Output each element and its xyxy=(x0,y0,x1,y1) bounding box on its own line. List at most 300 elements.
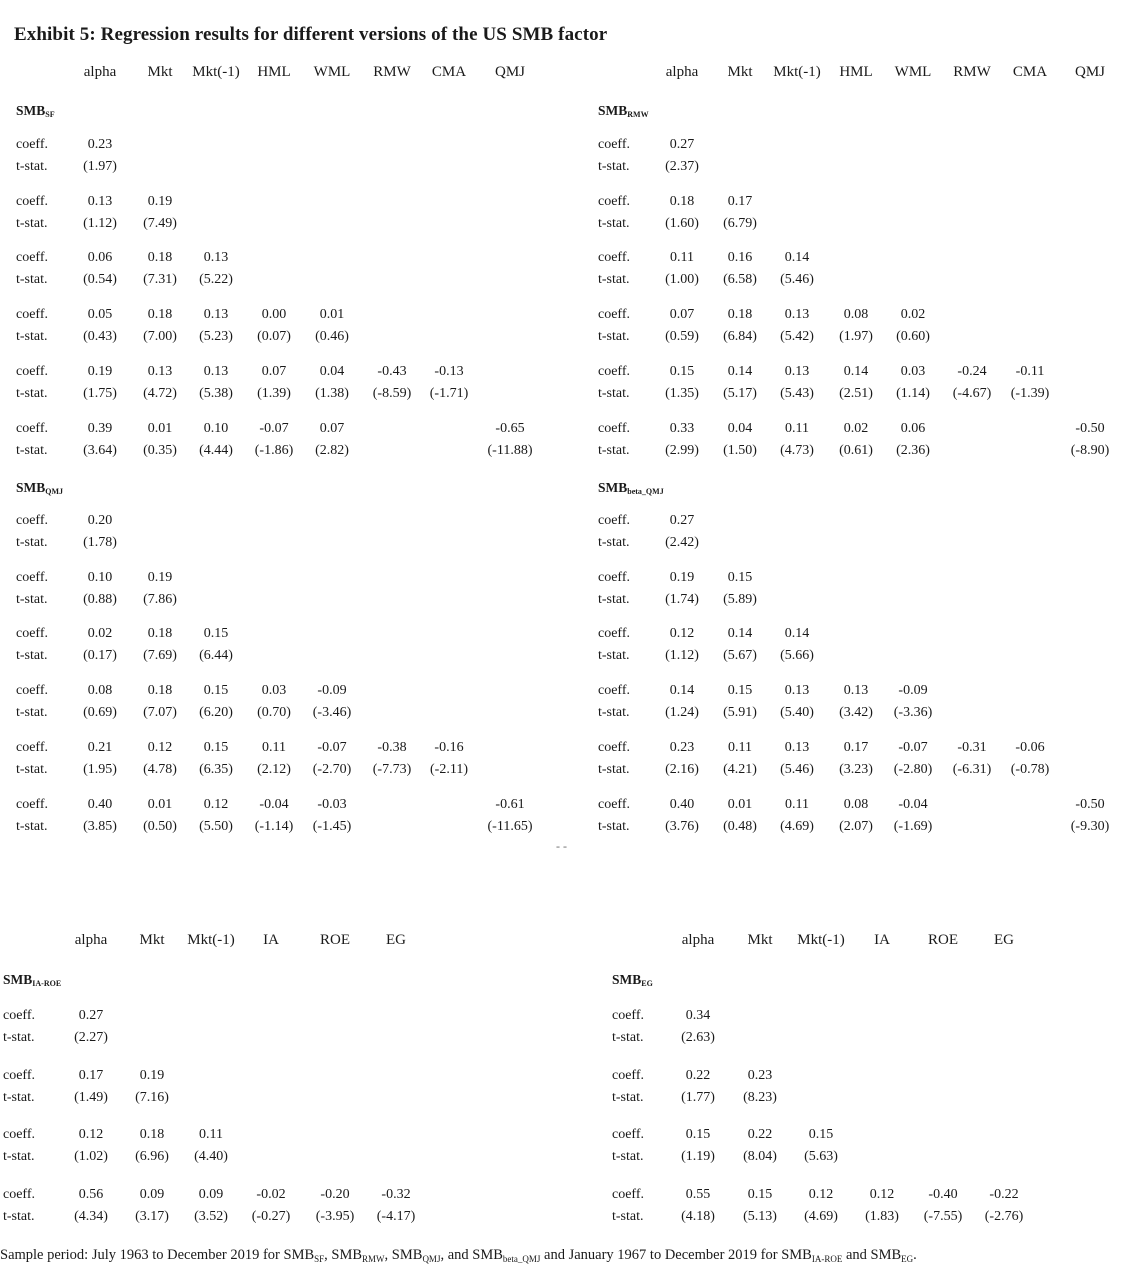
qmj-reg6-tstat-col0: (3.85) xyxy=(83,818,117,834)
sf-reg5-coeff-col2: 0.13 xyxy=(203,363,229,379)
rmw-reg4-coeff-col2: 0.13 xyxy=(784,307,810,323)
sf-reg6-tstat-col4: (2.82) xyxy=(315,442,349,458)
rmw-reg5-tstat-col1: (5.17) xyxy=(723,385,757,401)
qmj-reg6-tstat-col3: (-1.14) xyxy=(254,818,294,834)
sf-reg6-tstat-col1: (0.35) xyxy=(143,442,177,458)
sf-reg4-tstat-col2: (5.23) xyxy=(199,329,233,345)
qmj-reg5-tstat-col4: (-2.70) xyxy=(312,761,352,777)
qmj-reg6-tstat-col1: (0.50) xyxy=(143,818,177,834)
sf-reg5-tstat-col5: (-8.59) xyxy=(372,385,412,401)
rmw-reg5-tstat-col5: (-4.67) xyxy=(952,385,992,401)
rmw-reg4-coeff-col4: 0.02 xyxy=(900,307,926,323)
beta_qmj-reg6-coeff-col3: 0.08 xyxy=(843,796,869,812)
eg-reg3-tstat-col1: (8.04) xyxy=(743,1149,777,1164)
beta_qmj-reg5-coeff-col6: -0.06 xyxy=(1015,739,1045,755)
qmj-reg4-coeff-col2: 0.15 xyxy=(203,683,229,699)
row-label-coeff: coeff. xyxy=(598,250,630,266)
beta_qmj-reg4-tstat-col3: (3.42) xyxy=(839,705,873,721)
sf-reg4-coeff-col0: 0.05 xyxy=(87,307,113,323)
beta_qmj-reg4-tstat-col4: (-3.36) xyxy=(893,705,933,721)
ia_roe-reg4-coeff-col5: -0.32 xyxy=(381,1186,411,1202)
header-right-top-col-1: Mkt xyxy=(727,64,753,80)
ia_roe-reg3-tstat-col1: (6.96) xyxy=(135,1149,169,1164)
qmj-reg2-coeff-col1: 0.19 xyxy=(147,569,173,585)
sf-reg5-coeff-col3: 0.07 xyxy=(261,363,287,379)
eg-reg4-tstat-col0: (4.18) xyxy=(681,1208,715,1224)
qmj-reg5-coeff-col5: -0.38 xyxy=(377,739,407,755)
row-label-coeff: coeff. xyxy=(598,796,630,812)
note-smb-ia-roe: $SMB_{IA-ROE}$ xyxy=(781,1247,843,1264)
beta_qmj-reg5-tstat-col2: (5.46) xyxy=(780,761,814,777)
ia_roe-reg4-tstat-col2: (3.52) xyxy=(194,1208,228,1224)
rmw-reg4-tstat-col4: (0.60) xyxy=(896,329,930,345)
beta_qmj-reg5-coeff-col1: 0.11 xyxy=(728,739,752,755)
sf-reg6-coeff-col2: 0.10 xyxy=(203,420,229,436)
beta_qmj-reg4-coeff-col0: 0.14 xyxy=(669,683,695,699)
page-separator-dots: - - xyxy=(556,839,567,853)
rmw-reg6-tstat-col3: (0.61) xyxy=(839,442,873,458)
qmj-reg5-tstat-col5: (-7.73) xyxy=(372,761,412,777)
sf-reg5-coeff-col5: -0.43 xyxy=(377,363,407,379)
note-and-2: and xyxy=(842,1247,871,1263)
row-label-tstat: t-stat. xyxy=(598,761,630,777)
beta_qmj-reg5-tstat-col0: (2.16) xyxy=(665,761,699,777)
rmw-reg5-tstat-col2: (5.43) xyxy=(780,385,814,401)
qmj-reg6-coeff-col3: -0.04 xyxy=(259,796,289,812)
header-left-top-col-2: Mkt(-1) xyxy=(192,64,240,80)
beta_qmj-reg6-coeff-col2: 0.11 xyxy=(785,796,809,812)
rmw-reg5-tstat-col3: (2.51) xyxy=(839,385,873,401)
row-label-tstat: t-stat. xyxy=(16,385,48,401)
header-right-bottom-col-5: EG xyxy=(994,932,1014,948)
qmj-reg3-tstat-col2: (6.44) xyxy=(199,648,233,664)
row-label-tstat: t-stat. xyxy=(598,648,630,664)
eg-reg4-tstat-col4: (-7.55) xyxy=(923,1208,963,1224)
beta_qmj-reg2-tstat-col0: (1.74) xyxy=(665,591,699,607)
header-right-top-col-6: CMA xyxy=(1012,64,1048,80)
qmj-reg4-coeff-col0: 0.08 xyxy=(87,683,113,699)
note-prefix: Sample period: July 1963 to December 2019 for xyxy=(0,1247,284,1263)
qmj-reg6-coeff-col1: 0.01 xyxy=(147,796,173,812)
row-label-tstat: t-stat. xyxy=(16,329,48,345)
row-label-coeff: coeff. xyxy=(598,363,630,379)
beta_qmj-reg6-tstat-col1: (0.48) xyxy=(723,818,757,834)
beta_qmj-reg1-tstat-col0: (2.42) xyxy=(665,535,699,550)
beta_qmj-reg1-coeff-col0: 0.27 xyxy=(669,513,695,528)
rmw-reg2-tstat-col0: (1.60) xyxy=(665,215,699,231)
row-label-tstat: t-stat. xyxy=(16,761,48,777)
beta_qmj-reg6-tstat-col7: (-9.30) xyxy=(1070,818,1110,834)
ia_roe-reg4-coeff-col1: 0.09 xyxy=(139,1186,165,1202)
row-label-tstat: t-stat. xyxy=(612,1089,644,1105)
row-label-tstat: t-stat. xyxy=(16,159,48,174)
row-label-tstat: t-stat. xyxy=(598,535,630,550)
row-label-coeff: coeff. xyxy=(16,137,48,152)
beta_qmj-reg6-coeff-col4: -0.04 xyxy=(898,796,928,812)
beta_qmj-reg4-coeff-col1: 0.15 xyxy=(727,683,753,699)
row-label-coeff: coeff. xyxy=(16,363,48,379)
ia_roe-reg3-tstat-col2: (4.40) xyxy=(194,1149,228,1164)
header-right-top-col-0: alpha xyxy=(665,64,699,80)
sf-reg3-coeff-col0: 0.06 xyxy=(87,250,113,266)
header-left-top-col-7: QMJ xyxy=(494,64,526,80)
row-label-tstat: t-stat. xyxy=(16,535,48,550)
eg-reg1-tstat-col0: (2.63) xyxy=(681,1030,715,1045)
sf-reg5-tstat-col3: (1.39) xyxy=(257,385,291,401)
beta_qmj-reg3-coeff-col1: 0.14 xyxy=(727,626,753,642)
qmj-reg5-tstat-col1: (4.78) xyxy=(143,761,177,777)
sample-period-note: Sample period: July 1963 to December 2019 for $SMB_{SF}$, $SMB_{RMW}$, $SMB_{QMJ}$, and $SMB_{beta\_QMJ}$ and January 1967 to December 2019 for $SMB_{IA-ROE}$ and $SMB_{EG}$. xyxy=(0,1247,917,1264)
qmj-reg2-tstat-col1: (7.86) xyxy=(143,591,177,607)
qmj-reg5-tstat-col0: (1.95) xyxy=(83,761,117,777)
panel-label-qmj: $SMB_{QMJ}$ xyxy=(16,480,64,496)
qmj-reg2-tstat-col0: (0.88) xyxy=(83,591,117,607)
header-left-bottom-col-4: ROE xyxy=(320,932,350,948)
rmw-reg4-tstat-col1: (6.84) xyxy=(723,329,757,345)
sf-reg5-coeff-col6: -0.13 xyxy=(434,363,464,379)
beta_qmj-reg3-tstat-col0: (1.12) xyxy=(665,648,699,664)
row-label-coeff: coeff. xyxy=(598,193,630,209)
beta_qmj-reg5-tstat-col5: (-6.31) xyxy=(952,761,992,777)
qmj-reg4-tstat-col1: (7.07) xyxy=(143,705,177,721)
sf-reg5-tstat-col2: (5.38) xyxy=(199,385,233,401)
beta_qmj-reg5-coeff-col3: 0.17 xyxy=(843,739,869,755)
rmw-reg5-coeff-col2: 0.13 xyxy=(784,363,810,379)
row-label-coeff: coeff. xyxy=(598,683,630,699)
row-label-tstat: t-stat. xyxy=(612,1208,644,1224)
row-label-tstat: t-stat. xyxy=(16,272,48,288)
beta_qmj-reg3-coeff-col0: 0.12 xyxy=(669,626,695,642)
beta_qmj-reg3-coeff-col2: 0.14 xyxy=(784,626,810,642)
eg-reg4-tstat-col2: (4.69) xyxy=(804,1208,838,1224)
sf-reg5-coeff-col1: 0.13 xyxy=(147,363,173,379)
header-right-bottom-col-3: IA xyxy=(874,932,890,948)
row-label-coeff: coeff. xyxy=(16,739,48,755)
row-label-tstat: t-stat. xyxy=(3,1149,35,1164)
qmj-reg4-coeff-col3: 0.03 xyxy=(261,683,287,699)
sf-reg4-tstat-col4: (0.46) xyxy=(315,329,349,345)
ia_roe-reg2-coeff-col0: 0.17 xyxy=(78,1067,104,1083)
beta_qmj-reg5-tstat-col3: (3.23) xyxy=(839,761,873,777)
eg-reg2-tstat-col1: (8.23) xyxy=(743,1089,777,1105)
row-label-coeff: coeff. xyxy=(16,796,48,812)
header-left-top-col-3: HML xyxy=(257,64,291,80)
rmw-reg6-tstat-col0: (2.99) xyxy=(665,442,699,458)
row-label-coeff: coeff. xyxy=(612,1008,644,1023)
header-right-bottom-col-2: Mkt(-1) xyxy=(797,932,845,948)
rmw-reg5-coeff-col0: 0.15 xyxy=(669,363,695,379)
beta_qmj-reg3-tstat-col1: (5.67) xyxy=(723,648,757,664)
rmw-reg3-tstat-col2: (5.46) xyxy=(780,272,814,288)
row-label-coeff: coeff. xyxy=(16,193,48,209)
beta_qmj-reg6-coeff-col1: 0.01 xyxy=(727,796,753,812)
eg-reg3-coeff-col0: 0.15 xyxy=(685,1127,711,1142)
qmj-reg5-tstat-col2: (6.35) xyxy=(199,761,233,777)
row-label-coeff: coeff. xyxy=(16,626,48,642)
rmw-reg3-tstat-col1: (6.58) xyxy=(723,272,757,288)
sf-reg4-tstat-col1: (7.00) xyxy=(143,329,177,345)
qmj-reg4-coeff-col1: 0.18 xyxy=(147,683,173,699)
header-right-bottom-col-1: Mkt xyxy=(747,932,773,948)
header-left-bottom-col-2: Mkt(-1) xyxy=(187,932,235,948)
row-label-coeff: coeff. xyxy=(598,739,630,755)
row-label-coeff: coeff. xyxy=(598,137,630,152)
row-label-tstat: t-stat. xyxy=(16,648,48,664)
beta_qmj-reg6-coeff-col7: -0.50 xyxy=(1075,796,1105,812)
row-label-coeff: coeff. xyxy=(3,1008,35,1023)
ia_roe-reg4-tstat-col5: (-4.17) xyxy=(376,1208,416,1224)
header-right-top-col-2: Mkt(-1) xyxy=(773,64,821,80)
sf-reg4-coeff-col4: 0.01 xyxy=(319,307,345,323)
qmj-reg5-coeff-col0: 0.21 xyxy=(87,739,113,755)
beta_qmj-reg4-coeff-col4: -0.09 xyxy=(898,683,928,699)
note-smb-sf: $SMB_{SF}$ xyxy=(283,1247,325,1264)
qmj-reg5-coeff-col6: -0.16 xyxy=(434,739,464,755)
panel-label-eg: $SMB_{EG}$ xyxy=(612,972,653,988)
note-smb-qmj: $SMB_{QMJ}$ xyxy=(391,1247,441,1264)
eg-reg3-coeff-col1: 0.22 xyxy=(747,1127,773,1142)
rmw-reg6-coeff-col1: 0.04 xyxy=(727,420,753,436)
rmw-reg1-tstat-col0: (2.37) xyxy=(665,159,699,174)
rmw-reg2-coeff-col1: 0.17 xyxy=(727,193,753,209)
eg-reg1-coeff-col0: 0.34 xyxy=(685,1008,711,1023)
row-label-coeff: coeff. xyxy=(3,1127,35,1142)
header-right-bottom-col-4: ROE xyxy=(928,932,958,948)
rmw-reg4-coeff-col3: 0.08 xyxy=(843,307,869,323)
sf-reg2-tstat-col1: (7.49) xyxy=(143,215,177,231)
row-label-coeff: coeff. xyxy=(16,420,48,436)
qmj-reg5-coeff-col3: 0.11 xyxy=(262,739,286,755)
rmw-reg2-coeff-col0: 0.18 xyxy=(669,193,695,209)
ia_roe-reg3-coeff-col0: 0.12 xyxy=(78,1127,104,1142)
qmj-reg6-coeff-col7: -0.61 xyxy=(495,796,525,812)
row-label-coeff: coeff. xyxy=(16,250,48,266)
qmj-reg6-coeff-col0: 0.40 xyxy=(87,796,113,812)
header-right-top-col-3: HML xyxy=(839,64,873,80)
row-label-coeff: coeff. xyxy=(598,420,630,436)
qmj-reg6-coeff-col2: 0.12 xyxy=(203,796,229,812)
sf-reg4-coeff-col1: 0.18 xyxy=(147,307,173,323)
row-label-tstat: t-stat. xyxy=(16,215,48,231)
row-label-tstat: t-stat. xyxy=(598,329,630,345)
beta_qmj-reg5-coeff-col2: 0.13 xyxy=(784,739,810,755)
rmw-reg5-tstat-col4: (1.14) xyxy=(896,385,930,401)
qmj-reg5-tstat-col3: (2.12) xyxy=(257,761,291,777)
row-label-coeff: coeff. xyxy=(598,307,630,323)
sf-reg5-tstat-col1: (4.72) xyxy=(143,385,177,401)
ia_roe-reg4-tstat-col0: (4.34) xyxy=(74,1208,108,1224)
qmj-reg5-coeff-col2: 0.15 xyxy=(203,739,229,755)
row-label-coeff: coeff. xyxy=(3,1067,35,1083)
eg-reg4-coeff-col2: 0.12 xyxy=(808,1186,834,1202)
sf-reg3-coeff-col1: 0.18 xyxy=(147,250,173,266)
panel-label-sf: $SMB_{SF}$ xyxy=(16,103,55,119)
rmw-reg5-coeff-col5: -0.24 xyxy=(957,363,987,379)
panel-label-beta_qmj: $SMB_{beta\_QMJ}$ xyxy=(598,480,664,496)
sf-reg5-coeff-col4: 0.04 xyxy=(319,363,345,379)
sf-reg3-tstat-col0: (0.54) xyxy=(83,272,117,288)
qmj-reg1-coeff-col0: 0.20 xyxy=(87,513,113,528)
row-label-tstat: t-stat. xyxy=(3,1089,35,1105)
sf-reg6-coeff-col4: 0.07 xyxy=(319,420,345,436)
eg-reg2-tstat-col0: (1.77) xyxy=(681,1089,715,1105)
row-label-coeff: coeff. xyxy=(598,569,630,585)
sf-reg6-tstat-col2: (4.44) xyxy=(199,442,233,458)
ia_roe-reg4-tstat-col4: (-3.95) xyxy=(315,1208,355,1224)
header-left-top-col-6: CMA xyxy=(431,64,467,80)
ia_roe-reg4-coeff-col3: -0.02 xyxy=(256,1186,286,1202)
beta_qmj-reg6-coeff-col0: 0.40 xyxy=(669,796,695,812)
ia_roe-reg4-coeff-col4: -0.20 xyxy=(320,1186,350,1202)
row-label-tstat: t-stat. xyxy=(3,1030,35,1045)
qmj-reg6-tstat-col4: (-1.45) xyxy=(312,818,352,834)
ia_roe-reg4-coeff-col2: 0.09 xyxy=(198,1186,224,1202)
beta_qmj-reg5-coeff-col4: -0.07 xyxy=(898,739,928,755)
row-label-coeff: coeff. xyxy=(16,513,48,528)
header-left-bottom-col-3: IA xyxy=(263,932,279,948)
ia_roe-reg1-tstat-col0: (2.27) xyxy=(74,1030,108,1045)
sf-reg5-tstat-col4: (1.38) xyxy=(315,385,349,401)
qmj-reg5-tstat-col6: (-2.11) xyxy=(430,761,468,777)
row-label-tstat: t-stat. xyxy=(612,1149,644,1164)
qmj-reg4-tstat-col3: (0.70) xyxy=(257,705,291,721)
sf-reg5-coeff-col0: 0.19 xyxy=(87,363,113,379)
sf-reg6-tstat-col0: (3.64) xyxy=(83,442,117,458)
rmw-reg4-coeff-col1: 0.18 xyxy=(727,307,753,323)
panel-label-rmw: $SMB_{RMW}$ xyxy=(598,103,649,119)
rmw-reg6-coeff-col3: 0.02 xyxy=(843,420,869,436)
rmw-reg5-coeff-col1: 0.14 xyxy=(727,363,753,379)
rmw-reg3-coeff-col1: 0.16 xyxy=(727,250,753,266)
row-label-coeff: coeff. xyxy=(612,1067,644,1083)
rmw-reg5-coeff-col6: -0.11 xyxy=(1015,363,1045,379)
beta_qmj-reg5-coeff-col5: -0.31 xyxy=(957,739,987,755)
row-label-coeff: coeff. xyxy=(598,626,630,642)
rmw-reg6-coeff-col2: 0.11 xyxy=(785,420,809,436)
qmj-reg4-tstat-col0: (0.69) xyxy=(83,705,117,721)
header-left-top-col-5: RMW xyxy=(373,64,411,80)
qmj-reg6-tstat-col2: (5.50) xyxy=(199,818,233,834)
eg-reg4-tstat-col3: (1.83) xyxy=(865,1208,899,1224)
row-label-coeff: coeff. xyxy=(612,1127,644,1142)
sf-reg4-tstat-col3: (0.07) xyxy=(257,329,291,345)
eg-reg4-coeff-col3: 0.12 xyxy=(869,1186,895,1202)
row-label-coeff: coeff. xyxy=(16,569,48,585)
eg-reg2-coeff-col0: 0.22 xyxy=(685,1067,711,1083)
qmj-reg2-coeff-col0: 0.10 xyxy=(87,569,113,585)
beta_qmj-reg2-coeff-col1: 0.15 xyxy=(727,569,753,585)
qmj-reg3-tstat-col1: (7.69) xyxy=(143,648,177,664)
sf-reg4-coeff-col3: 0.00 xyxy=(261,307,287,323)
rmw-reg5-tstat-col6: (-1.39) xyxy=(1010,385,1050,401)
row-label-tstat: t-stat. xyxy=(598,215,630,231)
header-right-top-col-7: QMJ xyxy=(1074,64,1106,80)
row-label-tstat: t-stat. xyxy=(598,442,630,458)
beta_qmj-reg3-tstat-col2: (5.66) xyxy=(780,648,814,664)
qmj-reg3-coeff-col1: 0.18 xyxy=(147,626,173,642)
ia_roe-reg1-coeff-col0: 0.27 xyxy=(78,1008,104,1023)
ia_roe-reg2-tstat-col0: (1.49) xyxy=(74,1089,108,1105)
note-mid: and January 1967 to December 2019 for xyxy=(540,1247,782,1263)
sf-reg6-coeff-col3: -0.07 xyxy=(259,420,289,436)
note-smb-eg: $SMB_{EG}$ xyxy=(870,1247,914,1264)
qmj-reg4-coeff-col4: -0.09 xyxy=(317,683,347,699)
header-left-top-col-4: WML xyxy=(313,64,351,80)
rmw-reg3-tstat-col0: (1.00) xyxy=(665,272,699,288)
rmw-reg5-coeff-col4: 0.03 xyxy=(900,363,926,379)
rmw-reg5-coeff-col3: 0.14 xyxy=(843,363,869,379)
header-left-bottom-col-1: Mkt xyxy=(139,932,165,948)
qmj-reg5-coeff-col1: 0.12 xyxy=(147,739,173,755)
sf-reg5-tstat-col0: (1.75) xyxy=(83,385,117,401)
sf-reg6-coeff-col0: 0.39 xyxy=(87,420,113,436)
qmj-reg3-tstat-col0: (0.17) xyxy=(83,648,117,664)
eg-reg4-coeff-col1: 0.15 xyxy=(747,1186,773,1202)
sf-reg5-tstat-col6: (-1.71) xyxy=(429,385,469,401)
rmw-reg3-coeff-col0: 0.11 xyxy=(670,250,694,266)
row-label-coeff: coeff. xyxy=(16,307,48,323)
rmw-reg6-tstat-col1: (1.50) xyxy=(723,442,757,458)
row-label-tstat: t-stat. xyxy=(612,1030,644,1045)
row-label-tstat: t-stat. xyxy=(16,591,48,607)
row-label-coeff: coeff. xyxy=(16,683,48,699)
note-end: . xyxy=(913,1247,917,1263)
beta_qmj-reg6-tstat-col4: (-1.69) xyxy=(893,818,933,834)
qmj-reg1-tstat-col0: (1.78) xyxy=(83,535,117,550)
sf-reg1-tstat-col0: (1.97) xyxy=(83,159,117,174)
row-label-tstat: t-stat. xyxy=(598,591,630,607)
note-smb-beta-qmj: $SMB_{beta\_QMJ}$ xyxy=(472,1247,541,1264)
row-label-coeff: coeff. xyxy=(612,1186,644,1202)
qmj-reg6-tstat-col7: (-11.65) xyxy=(487,818,533,834)
beta_qmj-reg5-tstat-col6: (-0.78) xyxy=(1010,761,1050,777)
header-left-bottom-col-5: EG xyxy=(386,932,406,948)
eg-reg4-tstat-col5: (-2.76) xyxy=(984,1208,1024,1224)
beta_qmj-reg4-tstat-col1: (5.91) xyxy=(723,705,757,721)
ia_roe-reg2-coeff-col1: 0.19 xyxy=(139,1067,165,1083)
row-label-coeff: coeff. xyxy=(3,1186,35,1202)
eg-reg4-tstat-col1: (5.13) xyxy=(743,1208,777,1224)
row-label-tstat: t-stat. xyxy=(598,385,630,401)
rmw-reg6-coeff-col7: -0.50 xyxy=(1075,420,1105,436)
eg-reg4-coeff-col4: -0.40 xyxy=(928,1186,958,1202)
rmw-reg5-tstat-col0: (1.35) xyxy=(665,385,699,401)
sf-reg6-tstat-col3: (-1.86) xyxy=(254,442,294,458)
rmw-reg2-tstat-col1: (6.79) xyxy=(723,215,757,231)
header-right-bottom-col-0: alpha xyxy=(681,932,715,948)
header-right-top-col-5: RMW xyxy=(953,64,991,80)
beta_qmj-reg2-coeff-col0: 0.19 xyxy=(669,569,695,585)
qmj-reg4-tstat-col2: (6.20) xyxy=(199,705,233,721)
sf-reg6-coeff-col1: 0.01 xyxy=(147,420,173,436)
rmw-reg6-coeff-col0: 0.33 xyxy=(669,420,695,436)
qmj-reg3-coeff-col0: 0.02 xyxy=(87,626,113,642)
row-label-tstat: t-stat. xyxy=(598,272,630,288)
qmj-reg6-coeff-col4: -0.03 xyxy=(317,796,347,812)
rmw-reg4-tstat-col2: (5.42) xyxy=(780,329,814,345)
rmw-reg6-tstat-col7: (-8.90) xyxy=(1070,442,1110,458)
sf-reg3-coeff-col2: 0.13 xyxy=(203,250,229,266)
rmw-reg6-coeff-col4: 0.06 xyxy=(900,420,926,436)
beta_qmj-reg4-tstat-col2: (5.40) xyxy=(780,705,814,721)
row-label-tstat: t-stat. xyxy=(598,159,630,174)
sf-reg3-tstat-col1: (7.31) xyxy=(143,272,177,288)
row-label-tstat: t-stat. xyxy=(3,1208,35,1224)
beta_qmj-reg4-coeff-col3: 0.13 xyxy=(843,683,869,699)
eg-reg4-coeff-col0: 0.55 xyxy=(685,1186,711,1202)
sf-reg2-coeff-col1: 0.19 xyxy=(147,193,173,209)
eg-reg3-coeff-col2: 0.15 xyxy=(808,1127,834,1142)
